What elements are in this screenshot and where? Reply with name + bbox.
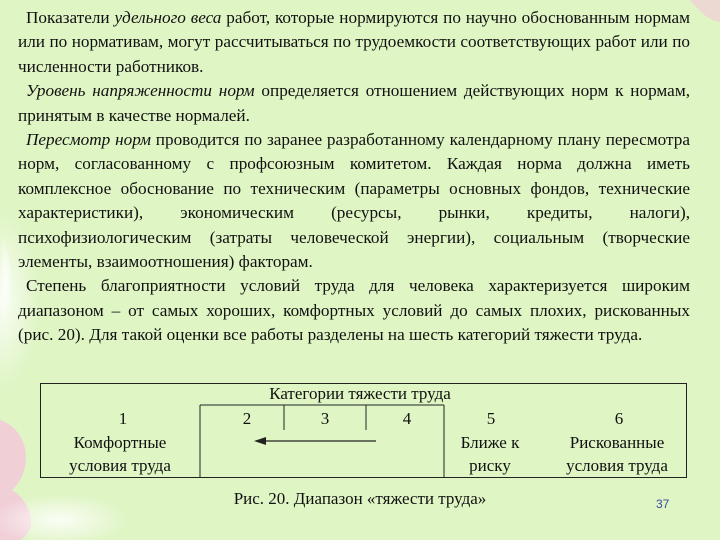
body-text (18, 6, 690, 348)
category-3: 3 (320, 409, 330, 428)
decor-swirl-pink-2 (690, 0, 720, 22)
category-5: 5 (486, 409, 496, 428)
category-4: 4 (402, 409, 412, 428)
near-risk-label-line1: Ближе к (460, 433, 520, 452)
comfortable-label-line1: Комфортные (73, 433, 167, 452)
paragraph-specific-weight: Показатели удельного веса работ, которые нормируются по научно обоснованным нормам или по нормативам, могут рассчитываться по трудоемкости соответствующих работ или по численности работников. (18, 8, 690, 76)
category-1: 1 (118, 409, 128, 428)
term-norm-revision: Пересмотр норм (26, 130, 151, 150)
paragraph-norm-revision: Пересмотр норм проводится по заранее разработанному календарному плану пересмотра норм, согласованному с профсоюзным комитетом. Каждая норма должна иметь комплексное обоснование по техническим (параметры основных фондов, технические характеристики), экономическим (ресурсы, рынки, кредиты, налоги), психофизиологическим (затраты человеческой энергии), социальным (творческие элементы, взаимоотношения) факторам. (18, 130, 690, 272)
risky-label-line1: Рискованные (569, 433, 665, 452)
severity-categories-figure (40, 383, 688, 479)
near-risk-label-line2: риску (469, 456, 511, 475)
term-specific-weight: удельного веса (114, 8, 222, 27)
paragraph-favorability: Степень благоприятности условий труда для человека характеризуется широким диапазоном – от самых хороших, комфортных условий до самых плохих, рискованных (рис. 20). Для такой оценки все работы разделены на шесть категорий тяжести труда. (18, 276, 690, 345)
paragraph-intensity-level: Уровень напряженности норм определяется отношением действующих норм к нормам, принятым в качестве нормалей. (18, 81, 690, 125)
range-arrow-head (254, 437, 266, 445)
comfortable-label-line2: условия труда (69, 456, 171, 475)
category-2: 2 (242, 409, 252, 428)
category-6: 6 (614, 409, 624, 428)
term-intensity-level: Уровень напряженности норм (26, 81, 255, 101)
figure-caption: Рис. 20. Диапазон «тяжести труда» (233, 489, 487, 508)
figure-header: Категории тяжести труда (269, 384, 451, 403)
page-number: 37 (656, 497, 670, 511)
risky-label-line2: условия труда (566, 456, 668, 475)
